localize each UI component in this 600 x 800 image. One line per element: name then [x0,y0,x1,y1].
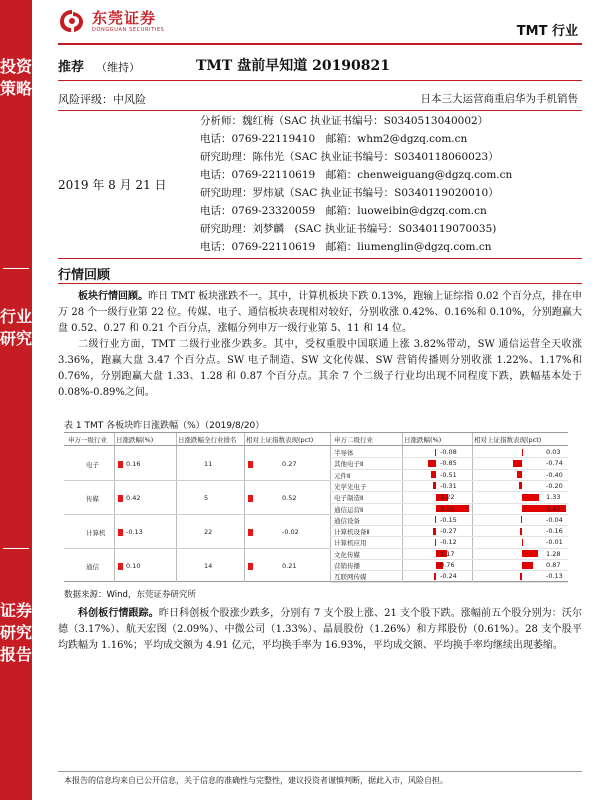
primary-relative-bar [248,563,253,570]
secondary-industry-name: 通信运营Ⅱ [334,505,364,514]
secondary-industry-relative: 0.87 [546,561,561,569]
secondary-industry-relative: -0.16 [546,527,563,536]
table-column-divider [114,433,115,582]
rating-label: 推荐 [58,60,85,75]
primary-industry-relative: 0.21 [282,561,297,570]
paragraph-lead: 科创板行情跟踪。 [78,608,159,619]
table-header-cell: 申万二级行业 [334,436,373,444]
rating-status: （维持） [96,61,141,74]
primary-industry-change: -0.13 [126,527,143,536]
sidebar-label-industry: 行业研究 [0,307,33,348]
sidebar-label-report: 证券研究报告 [0,601,33,664]
secondary-change-bar [431,471,436,478]
secondary-industry-change: 0.76 [440,561,455,569]
primary-industry-relative: 0.52 [282,493,297,502]
secondary-change-bar [435,539,436,546]
secondary-industry-relative: -0.13 [546,572,563,581]
table-row-divider [330,559,568,560]
secondary-industry-name: 通信设备 [334,516,360,525]
secondary-change-bar [435,516,436,523]
analyst-contact: 电话：0769-22110619 邮箱：liumenglin@dgzq.com.cn [200,241,492,253]
table-column-divider [244,433,245,582]
paragraph-star-market [58,606,582,654]
secondary-relative-bar [519,482,522,489]
secondary-industry-change: -0.15 [440,515,457,524]
analyst-line: 研究助理：罗炜斌（SAC 执业证书编号：S0340119020010） [200,187,499,199]
secondary-industry-name: 电子制造Ⅱ [334,494,364,503]
secondary-relative-bar [520,528,522,535]
secondary-change-bar [434,573,436,580]
secondary-change-bar [433,528,436,535]
primary-industry-change: 0.42 [126,493,141,502]
analyst-contact: 电话：0769-22110619 邮箱：chenweiguang@dgzq.com.cn [200,169,513,181]
secondary-industry-name: 营销传播 [334,562,360,570]
secondary-relative-bar [517,471,522,478]
analyst-line: 研究助理：陈伟光（SAC 执业证书编号：S0340118060023） [200,151,499,163]
secondary-relative-bar [522,539,523,546]
paragraph-lead: 板块行情回顾。 [78,291,149,302]
secondary-industry-relative: 0.03 [546,448,561,456]
risk-rating: 风险评级：中风险 [58,93,146,106]
primary-industry-rank: 11 [204,459,213,468]
secondary-industry-change: 3.36 [440,504,455,513]
table-header-cell: 日涨跌幅(%) [404,436,442,444]
primary-relative-bar [248,495,253,502]
section-rule [58,283,582,284]
table-header-rule [64,445,568,446]
left-sidebar-band [0,0,32,800]
footer-rule [58,771,582,772]
secondary-industry-change: -0.12 [440,538,457,547]
secondary-relative-bar [522,494,539,501]
secondary-industry-relative: -0.20 [546,481,563,490]
secondary-industry-change: 1.17 [440,549,455,558]
report-subtitle: 日本三大运营商重启华为手机销售 [420,93,578,105]
secondary-industry-name: 元件Ⅱ [334,471,351,480]
secondary-industry-name: 其他电子Ⅱ [334,460,364,469]
primary-relative-bar [248,461,253,468]
secondary-industry-name: 光学光电子 [334,482,367,491]
company-logo [58,6,164,36]
table-column-divider [176,433,177,582]
sidebar-divider [3,268,29,269]
secondary-change-bar [435,449,436,456]
secondary-industry-change: 1.22 [440,493,455,502]
sidebar-divider [3,548,29,549]
primary-industry-name: 电子 [86,460,99,469]
primary-industry-name: 传媒 [86,494,99,503]
table-row-divider [330,480,568,481]
paragraph-text: 昨日科创板个股涨少跌多，分别有 7 支个股上涨、21 支个股下跌。涨幅前五个股分别为：沃尔德（3.17%）、航天宏图（2.09%）、中微公司（1.33%）、晶晨股份（1.26%）和方邦股份（0.61%）。28 支个股平均跌幅为 1.16%；平均成交额为 4.91 亿元，平均换手率为 16.93%，平均成交额、平均换手率均继续出现萎缩。 [58,608,583,651]
logo-name-en: DONGGUAN SECURITIES [92,26,165,33]
secondary-industry-change: -0.85 [440,459,457,468]
primary-relative-bar [248,529,253,536]
table-row-divider [330,514,568,515]
analyst-line: 研究助理：刘梦麟 (SAC 执业证书编号：S0340119070035) [200,223,497,235]
subtitle-rule [58,110,582,111]
primary-industry-name: 计算机 [86,528,106,537]
section-title-review: 行情回顾 [58,268,111,283]
analyst-line: 分析师：魏红梅（SAC 执业证书编号：S0340513040002） [200,115,489,127]
table-header-cell: 日涨跌幅全行业排名 [178,436,237,444]
primary-industry-change: 0.10 [126,561,141,570]
report-date: 2019 年 8 月 21 日 [58,178,167,192]
secondary-industry-relative: -0.04 [546,515,563,524]
primary-industry-rank: 5 [204,493,209,502]
secondary-relative-bar [522,550,538,557]
logo-mark-icon [58,8,86,34]
secondary-industry-change: -0.51 [440,470,457,479]
table-header-cell: 申万一级行业 [68,436,107,444]
secondary-industry-change: -0.24 [440,572,457,581]
table-row-divider [330,491,568,492]
rating [58,56,140,75]
primary-change-bar [118,563,123,570]
table-row-divider [330,525,568,526]
primary-change-bar [118,495,123,502]
secondary-industry-relative: 1.33 [546,493,561,502]
table-caption: 表 1 TMT 各板块昨日涨跌幅（%）（2019/8/20） [64,421,265,431]
table-row-divider [330,536,568,537]
secondary-relative-bar [521,516,522,523]
primary-change-bar [118,461,123,468]
paragraph-subindustry: 二级行业方面，TMT 二级行业涨少跌多。其中，受权重股中国联通上涨 3.82%带动，SW 通信运营全天收涨 3.36%，跑赢大盘 3.47 个百分点。SW 电子制造、SW 文化传媒、SW 营销传播则分别收涨 1.22%、1.17%和 0.76%，分别跑赢大盘 1.33、1.28 和 0.87 个百分点。其余 7 个二级子行业均出现不同程度下跌，跌幅基本处于 0.08%-0.89%之间。 [58,339,582,398]
secondary-industry-change: -0.31 [440,481,457,490]
secondary-industry-relative: -0.40 [546,470,563,479]
primary-industry-rank: 14 [204,561,213,570]
secondary-change-bar [433,482,436,489]
table-row-divider [330,457,568,458]
table-row-divider [330,570,568,571]
table-row-divider [64,514,330,515]
sidebar-label-strategy: 投资策略 [0,57,33,98]
sector-performance-table [64,432,568,582]
secondary-industry-relative: 1.28 [546,549,561,558]
secondary-relative-bar [522,449,523,456]
table-row-divider [330,469,568,470]
primary-industry-relative: 0.27 [282,459,297,468]
analyst-contact: 电话：0769-22119410 邮箱：whm2@dgzq.com.cn [200,133,468,145]
secondary-industry-relative: -0.01 [546,538,563,547]
secondary-change-bar [428,460,436,467]
report-title: TMT 盘前早知道 20190821 [196,58,391,74]
primary-industry-change: 0.16 [126,459,141,468]
disclaimer: 本报告的信息均来自已公开信息，关于信息的准确性与完整性，建议投资者谨慎判断，据此入市，风险自担。 [64,776,448,785]
table-row-divider [64,548,330,549]
secondary-relative-bar [513,460,522,467]
title-rule [58,80,582,81]
secondary-industry-name: 计算机设备Ⅱ [334,528,370,537]
table-row-divider [330,503,568,504]
industry-label: TMT 行业 [516,24,578,39]
secondary-industry-name: 半导体 [334,449,354,457]
secondary-industry-change: -0.27 [440,527,457,536]
paragraph-sector-review [58,289,582,337]
secondary-industry-relative: -0.74 [546,459,563,468]
table-row-divider [64,480,330,481]
secondary-industry-change: -0.08 [440,448,457,456]
header-rule [58,43,582,45]
table-source: 数据来源：Wind，东莞证券研究所 [64,590,196,600]
table-header-cell: 相对上证指数表现(pct) [474,436,542,444]
secondary-industry-name: 计算机应用 [334,539,367,548]
secondary-industry-name: 文化传媒 [334,550,360,559]
table-row-divider [330,548,568,549]
logo-name-cn: 东莞证券 [92,8,157,27]
secondary-industry-relative: 3.47 [546,504,561,513]
table-row-divider [330,582,568,583]
secondary-industry-name: 互联网传媒 [334,573,367,582]
primary-change-bar [118,529,123,536]
primary-industry-rank: 22 [204,527,213,536]
primary-industry-relative: -0.02 [282,527,299,536]
analyst-contact: 电话：0769-23320059 邮箱：luoweibin@dgzq.com.cn [200,205,487,217]
secondary-relative-bar [520,573,522,580]
table-header-cell: 相对上证指数表现(pct) [246,436,314,444]
primary-industry-name: 通信 [86,562,99,571]
table-header-cell: 日涨跌幅(%) [116,436,154,444]
secondary-relative-bar [522,562,533,569]
analyst-rule [58,258,582,259]
paragraph-text: 昨日 TMT 板块涨跌不一。其中，计算机板块下跌 0.13%，跑输上证综指 0.02 个百分点，排在申万 28 个一级行业第 22 位。传媒、电子、通信板块表现相对较好，分别收涨 0.42%、0.16%和 0.10%，分别跑赢大盘 0.52、0.27 和 0.21 个百分点，涨幅分列申万一级行业第 5、11 和 14 位。 [58,291,582,334]
